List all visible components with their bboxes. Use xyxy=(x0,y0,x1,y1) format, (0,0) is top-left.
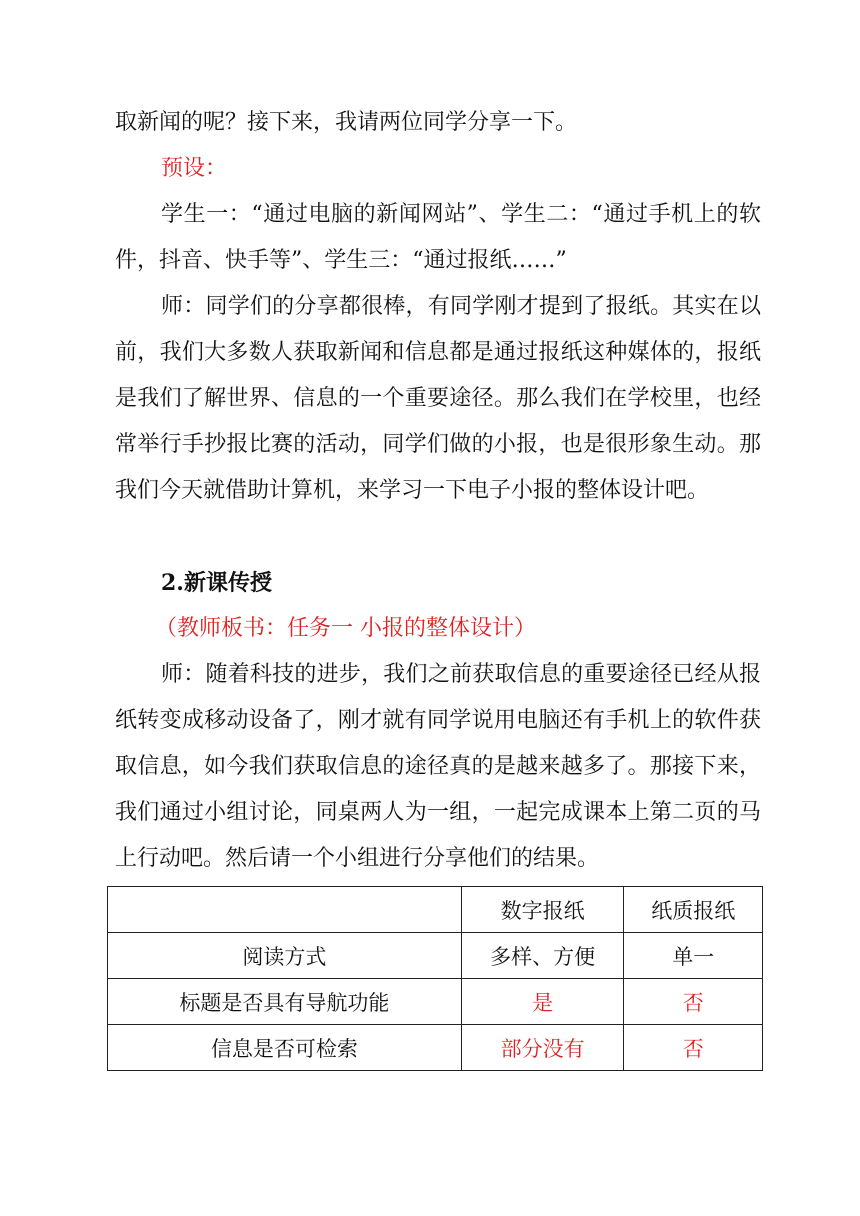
table-row xyxy=(108,1025,763,1071)
table-cell: 部分没有 xyxy=(461,1025,624,1071)
table-header-cell: 纸质报纸 xyxy=(624,887,763,933)
document-page xyxy=(115,100,761,1071)
teacher-paragraph-2: 师：随着科技的进步，我们之前获取信息的重要途径已经从报纸转变成移动设备了，刚才就有同学说用电脑还有手机上的软件获取信息，如今我们获取信息的途径真的是越来越多了。那接下来，我们通过小组讨论，同桌两人为一组，一起完成课本上第二页的马上行动吧。然后请一个小组进行分享他们的结果。 xyxy=(115,662,761,871)
table-cell: 是 xyxy=(461,979,624,1025)
table-cell: 标题是否具有导航功能 xyxy=(108,979,462,1025)
section-heading: 2.新课传授 xyxy=(161,570,272,596)
board-note: （教师板书：任务一 小报的整体设计） xyxy=(155,616,536,641)
preset-label: 预设： xyxy=(161,156,228,181)
teacher-paragraph-1: 师：同学们的分享都很棒，有同学刚才提到了报纸。其实在以前，我们大多数人获取新闻和信息都是通过报纸这种媒体的，报纸是我们了解世界、信息的一个重要途径。那么我们在学校里，也经常举行手抄报比赛的活动，同学们做的小报，也是很形象生动。那我们今天就借助计算机，来学习一下电子小报的整体设计吧。 xyxy=(115,294,761,503)
section-gap xyxy=(115,514,761,560)
table-header-row xyxy=(108,887,763,933)
table-cell: 单一 xyxy=(624,933,763,979)
table-cell: 否 xyxy=(624,1025,763,1071)
comparison-table xyxy=(107,886,763,1071)
table-cell: 信息是否可检索 xyxy=(108,1025,462,1071)
table-header-cell: 数字报纸 xyxy=(461,887,624,933)
table-cell: 多样、方便 xyxy=(461,933,624,979)
table-cell: 阅读方式 xyxy=(108,933,462,979)
table-header-cell xyxy=(108,887,462,933)
table-row xyxy=(108,933,763,979)
student-answers: 学生一：“通过电脑的新闻网站”、学生二：“通过手机上的软件，抖音、快手等”、学生三：“通过报纸……” xyxy=(115,202,761,273)
table-row xyxy=(108,979,763,1025)
paragraph-continuation: 取新闻的呢？接下来，我请两位同学分享一下。 xyxy=(115,110,578,135)
table-cell: 否 xyxy=(624,979,763,1025)
